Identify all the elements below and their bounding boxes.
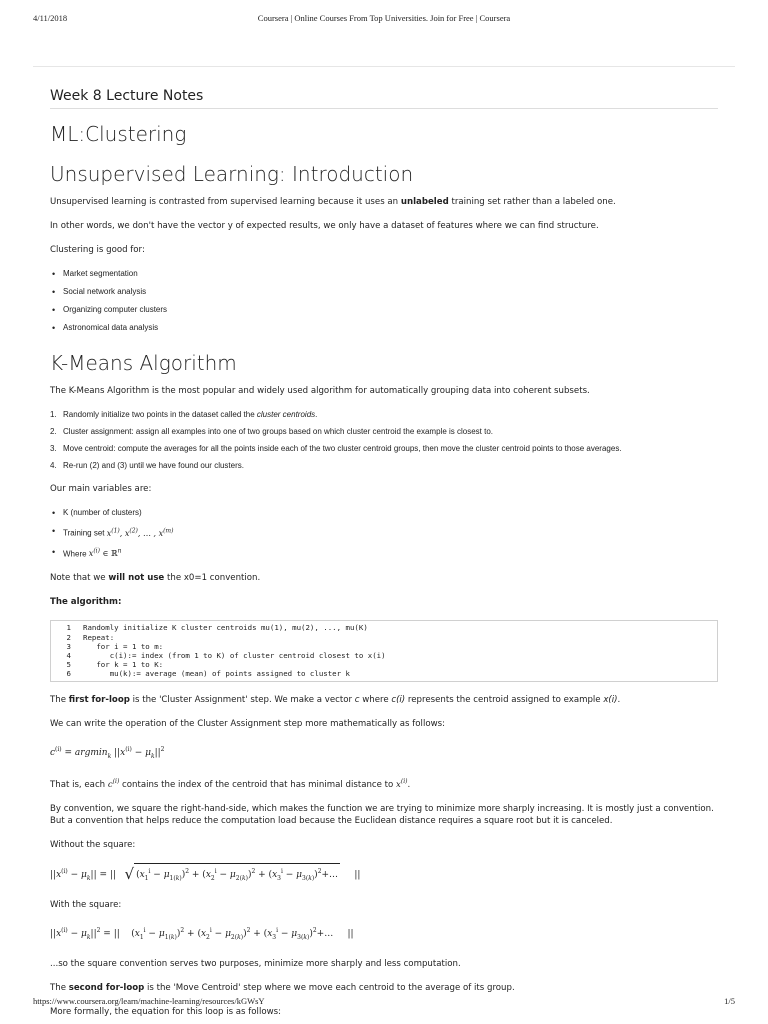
second-loop-paragraph: The second for-loop is the 'Move Centroid' step where we move each centroid to the average of its group. [50, 982, 515, 993]
convention-note: Note that we will not use the x0=1 convention. [50, 573, 261, 584]
print-header [33, 13, 735, 27]
list-item: 2. Cluster assignment: assign all examples into one of two groups based on which cluster centroid the example is closest to. [50, 427, 493, 436]
week-title: Week 8 Lecture Notes [50, 88, 204, 104]
distance-formula-without-square: $||x^{(i)} - \mu_k||$ = || √ $(x_1^i - \mu_{1(k)})^2 + (x_2^i - \mu_{2(k)})^2 + (x_3^i$ − $\mu_{3(k)})^2+\dots$ || [50, 863, 722, 887]
print-page-title: Coursera | Online Courses From Top Universities. Join for Free | Coursera [257, 13, 511, 23]
domain-formula: $x^{(i)}$ ∈ ℝ$^n$ [88, 547, 122, 559]
cluster-assignment-formula: $c^{(i)} = argmin_k$ $||x^{(i)} - \mu_k||^2$ [50, 745, 165, 760]
intro-paragraph-2: In other words, we don't have the vector y of expected results, we only have a dataset of features where we can find structure. [50, 221, 599, 231]
print-url: https://www.coursera.org/learn/machine-learning/resources/kGWsY [33, 996, 265, 1006]
algorithm-heading: The algorithm: [50, 597, 122, 608]
variables-list [50, 507, 722, 560]
list-item: 3. Move centroid: compute the averages for all the points inside each of the two cluster centroid groups, then move the cluster centroid points to those averages. [50, 444, 622, 453]
with-square-label: With the square: [50, 899, 122, 910]
list-item: • Astronomical data analysis [50, 322, 722, 334]
list-item: • Training set $x^{(1)}$, $x^{(2)}$, … , $x^{(m)}$ [50, 525, 722, 540]
print-footer [33, 996, 735, 1010]
title-divider [50, 108, 718, 109]
algorithm-code-block [50, 620, 718, 681]
list-item: • Organizing computer clusters [50, 304, 722, 316]
code-line: 1 Randomly initialize K cluster centroids mu(1), mu(2), ..., mu(K) [66, 623, 368, 633]
page-number: 1/5 [724, 996, 735, 1006]
training-set-formula: $x^{(1)}$, $x^{(2)}$, … , $x^{(m)}$ [106, 527, 174, 538]
code-line: 5 for k = 1 to K: [66, 660, 164, 670]
code-line: 3 for i = 1 to m: [66, 641, 164, 651]
lecture-notes-content [50, 86, 722, 1024]
clustering-uses-list [50, 268, 722, 334]
print-date: 4/11/2018 [33, 13, 68, 23]
list-item: 1. Randomly initialize two points in the dataset called the cluster centroids. [50, 410, 318, 419]
kmeans-steps-list [50, 409, 722, 471]
distance-formula-with-square: $||x^{(i)} - \mu_k||^2$ = || $(x_1^i - \mu_{1(k)})^2 + (x_2^i - \mu_{2(k)})^2 + (x_3^i$ − $\mu_{3(k)})^2+\dots$ || [50, 926, 354, 941]
list-item: 4. Re-run (2) and (3) until we have found our clusters. [50, 461, 244, 470]
convention-paragraph: By convention, we square the right-hand-side, which makes the function we are trying to minimize more sharply increasing. It is mostly just a convention. But a convention that helps reduce the computation load because the Euclidean distance requires a square root but it is canceled. [50, 804, 714, 827]
so-square-paragraph: ...so the square convention serves two purposes, minimize more sharply and less computation. [50, 958, 461, 969]
first-loop-paragraph: The first for-loop is the 'Cluster Assignment' step. We make a vector c where c(i) represents the centroid assigned to example x(i). [50, 694, 621, 705]
that-is-paragraph: That is, each $c^{(i)}$ contains the index of the centroid that has minimal distance to $x^{(i)}$. [50, 778, 411, 791]
code-line: 2 Repeat: [66, 632, 115, 642]
section-heading-kmeans: K-Means Algorithm [50, 351, 237, 375]
list-item: • Where $x^{(i)}$ ∈ ℝ$^n$ [50, 546, 722, 561]
without-square-label: Without the square: [50, 840, 136, 851]
code-line: 6 mu(k):= average (mean) of points assigned to cluster k [66, 669, 350, 679]
list-item: • Market segmentation [50, 268, 722, 280]
intro-paragraph-1: Unsupervised learning is contrasted from supervised learning because it uses an unlabeled training set rather than a labeled one. [50, 197, 616, 207]
list-item: • Social network analysis [50, 286, 722, 298]
more-formally-paragraph: More formally, the equation for this loop is as follows: [50, 1006, 281, 1017]
variables-intro: Our main variables are: [50, 484, 152, 494]
kmeans-intro: The K-Means Algorithm is the most popular and widely used algorithm for automatically grouping data into coherent subsets. [50, 386, 590, 396]
section-heading-intro: Unsupervised Learning: Introduction [50, 162, 414, 186]
header-divider [33, 66, 735, 67]
main-title: ML:Clustering [50, 122, 187, 146]
math-intro: We can write the operation of the Cluster Assignment step more mathematically as follows: [50, 718, 445, 729]
intro-paragraph-3: Clustering is good for: [50, 245, 145, 255]
code-line: 4 c(i):= index (from 1 to K) of cluster centroid closest to x(i) [66, 650, 386, 660]
list-item: • K (number of clusters) [50, 507, 722, 519]
